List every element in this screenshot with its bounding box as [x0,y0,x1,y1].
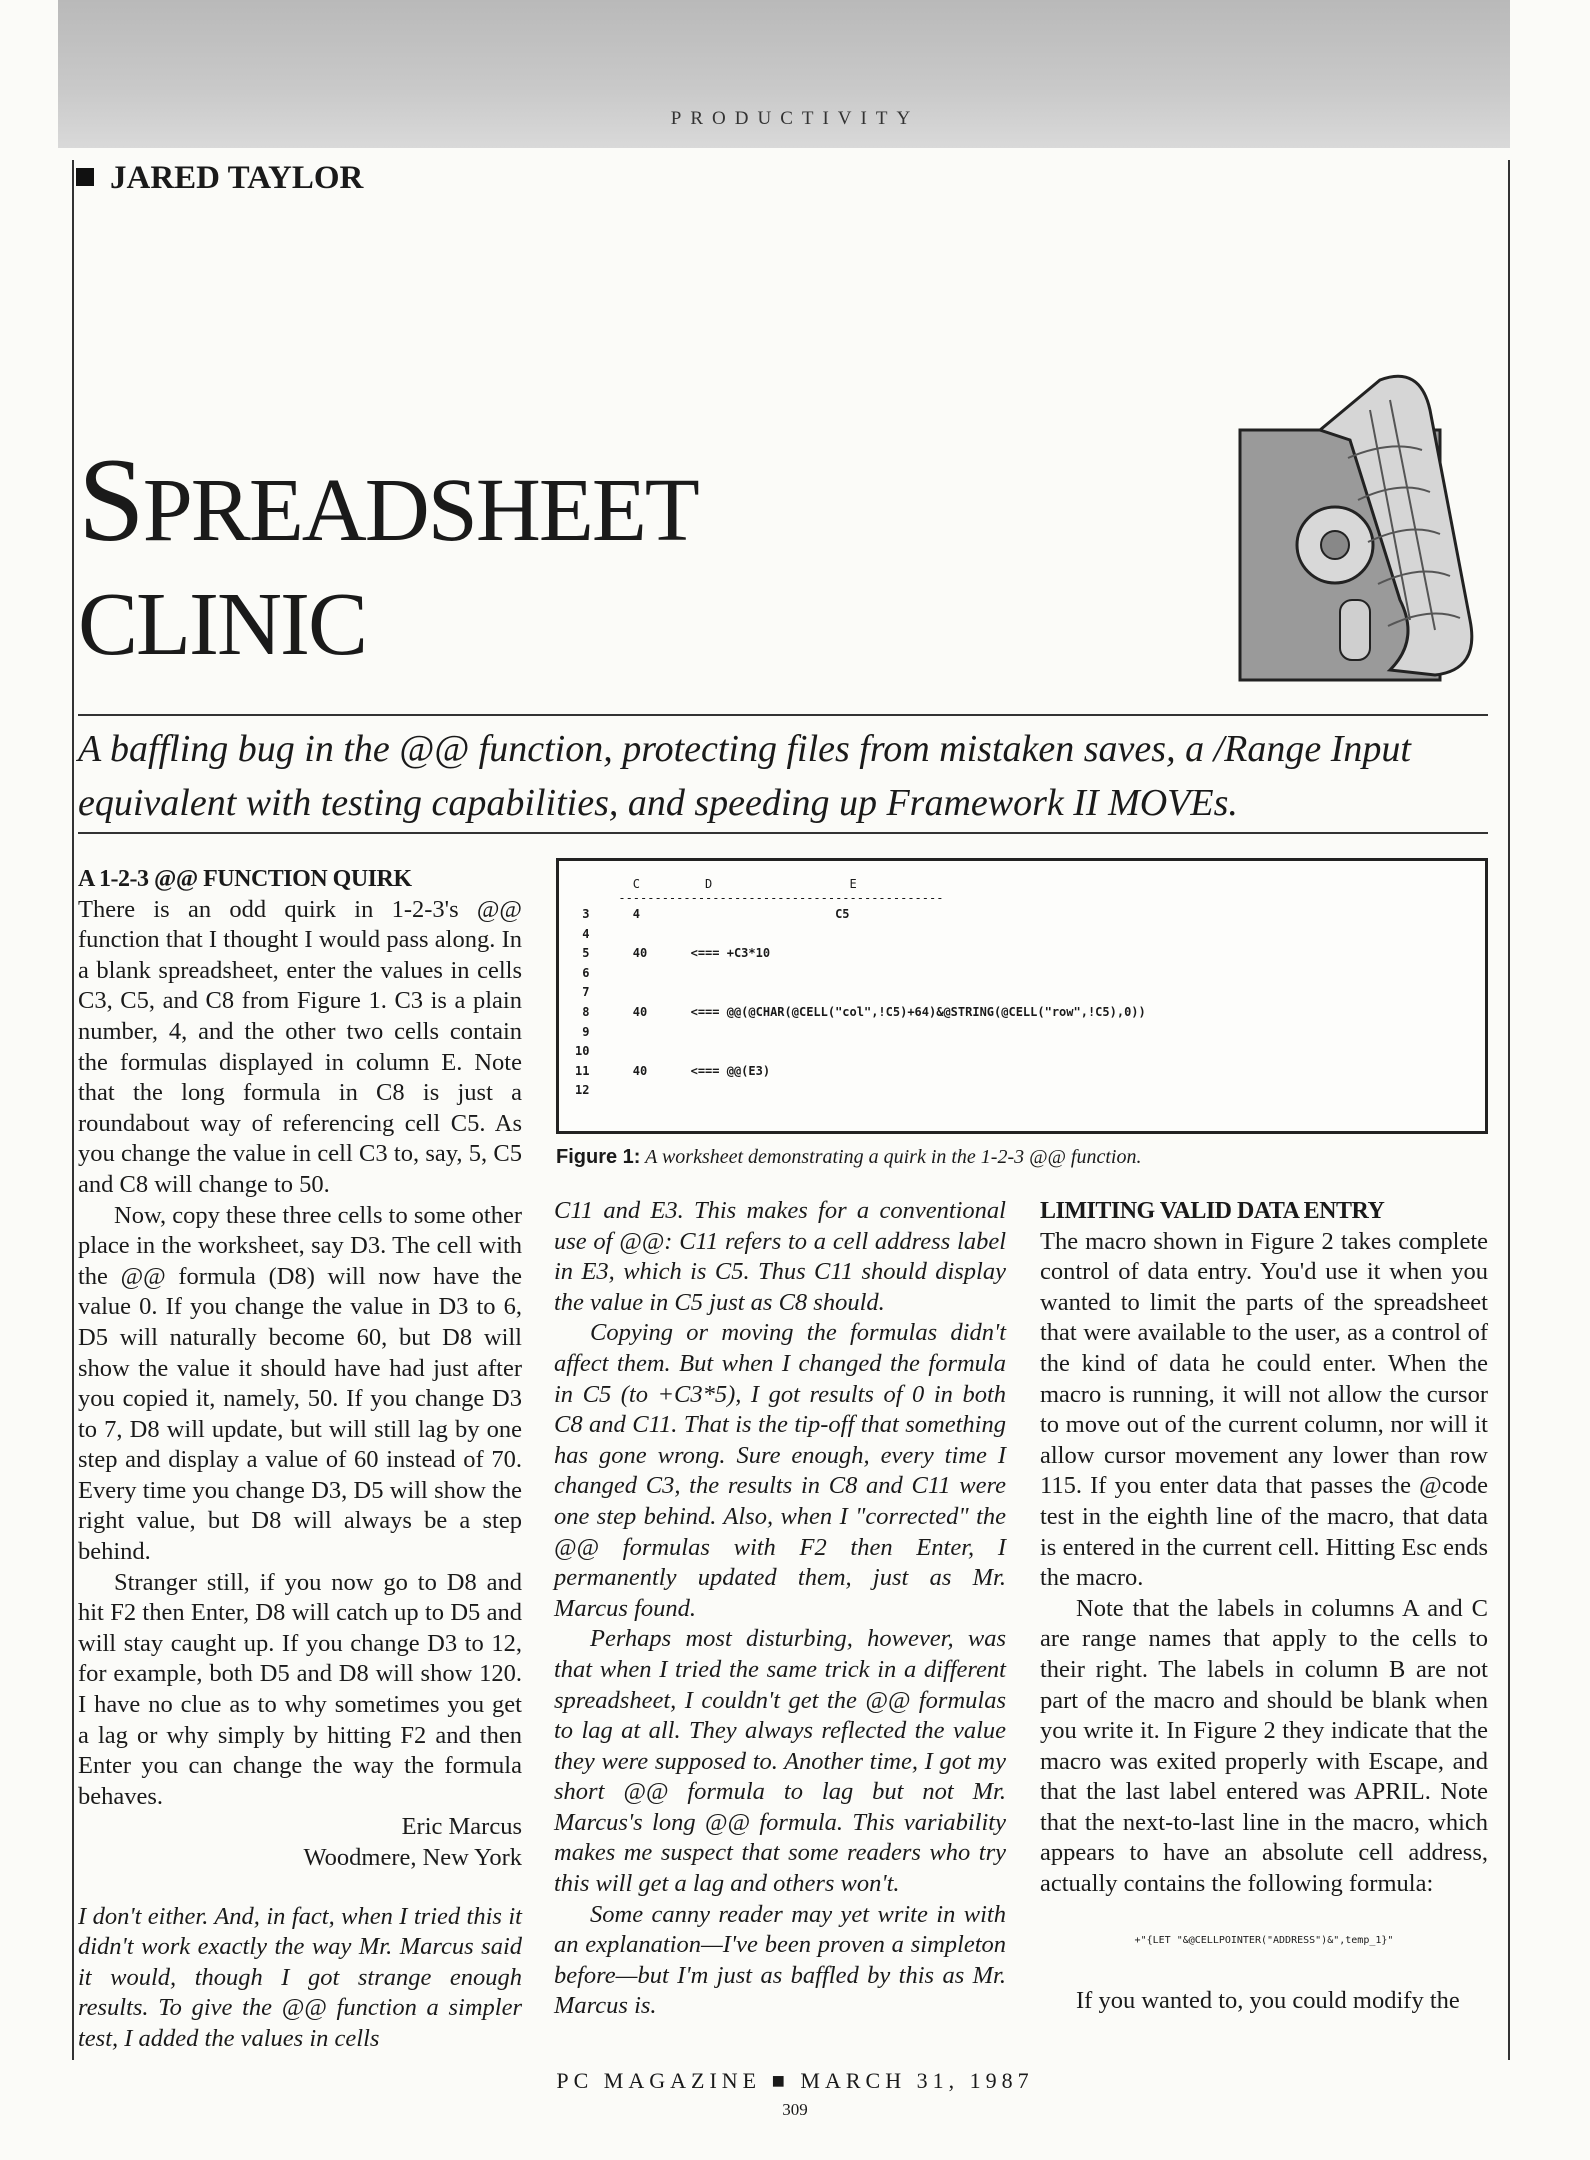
deck-top-rule [78,714,1488,716]
article-deck: A baffling bug in the @@ function, protecting files from mistaken saves, a /Range Input equivalent with testing capabilities, and speeding up Framework II MOVEs. [78,728,1411,824]
column-3 [1040,1196,1488,2017]
right-border-rule [1508,160,1510,2060]
paragraph: The macro shown in Figure 2 takes complete control of data entry. You'd use it when you wanted to limit the parts of the spreadsheet that were available to the user, as a control of the kind of data he could enter. When the macro is running, it will not allow the cursor to move out of the current column, nor will it allow cursor movement any lower than row 115. If you enter data that passes the @code test in the eighth line of the macro, that data is entered in the current cell. Hitting Esc ends the macro. [1040,1227,1488,1592]
figure-row: 3 4 C5 [575,907,850,921]
figure-row: 11 40 <=== @@(E3) [575,1063,771,1078]
letter-signature-name: Eric Marcus [401,1813,522,1841]
figure-row: 6 [575,965,590,980]
figure-column-header: C D E [575,877,857,891]
title-line-1 [78,433,698,571]
figure-1-worksheet [556,858,1488,1134]
paragraph: Stranger still, if you now go to D8 and hit F2 then Enter, D8 will catch up to D5 and will stay caught up. If you change D3 to 12, for example, both D5 and D8 will show 120. I have no clue as to why sometimes you get a lag or why simply by hitting F2 and then Enter you can change the way the formula behaves. [78,1568,522,1810]
figure-row: 4 [575,926,590,941]
figure-row: 5 40 <=== +C3*10 [575,946,771,961]
paragraph: Now, copy these three cells to some other place in the worksheet, say D3. The cell with the @@ formula (D8) will now have the value 0. If you change the value in D3 to 6, D5 will naturally become 60, but D8 will show the value it should have had just after you copied it, namely, 50. If you change D3 to 7, D8 will update, but will still lag by one step and display a value of 60 instead of 70. Every time you change D3, D5 will show the right value, but D8 will always be a step behind. [78,1201,522,1566]
paragraph: Perhaps most disturbing, however, was that when I tried the same trick in a different spreadsheet, I couldn't get the @@ formulas to lag at all. They always reflected the value they were supposed to. Another time, I got my short @@ formula to lag but not Mr. Marcus's long @@ formula. This variability makes me suspect that some readers who try this will get a lag and others won't. [554,1625,1006,1898]
figure-row: 12 [575,1083,590,1098]
title-line-2: CLINIC [78,575,366,674]
figure-dashes: --------------------------------------------- [575,891,944,905]
paragraph: C11 and E3. This makes for a conventional use of @@: C11 refers to a cell address label in E3, which is C5. Thus C11 should display the value in C5 just as C8 should. [554,1197,1006,1316]
figure-row: 10 [575,1044,590,1059]
author-byline [76,160,363,197]
title-rest: PREADSHEET [142,461,698,560]
figure-1-caption [556,1146,1141,1169]
letter-signature-place: Woodmere, New York [303,1844,522,1871]
paragraph: There is an odd quirk in 1-2-3's @@ function that I thought I would pass along. In a blank spreadsheet, enter the values in cells C3, C5, and C8 from Figure 1. C3 is a plain number, 4, and the other two cells contain the formulas displayed in column E. Note that the long formula in C8 is just a roundabout way of referencing cell C5. As you change the value in cell C3 to, say, 5, C5 and C8 will change to 50. [78,895,522,1198]
section-heading-valid-data-entry: LIMITING VALID DATA ENTRY [1040,1198,1385,1224]
paragraph: Copying or moving the formulas didn't affect them. But when I changed the formula in C5 (to +C3*5), I got results of 0 in both C8 and C11. That is the tip-off that something has gone wrong. Sure enough, every time I changed C3, the results in C8 and C11 were one step behind. Also, when I "corrected" the @@ formulas with F2 then Enter, I permanently updated them, just as Mr. Marcus found. [554,1319,1006,1622]
paragraph: Note that the labels in columns A and C are range names that apply to the cells to their right. The labels in column B are not part of the macro and should be blank when you write it. In Figure 2 they indicate that the macro was exited properly with Escape, and that the last label entered was APRIL. Note that the next-to-last line in the macro, which appears to have an absolute cell address, actually contains the following formula: [1040,1594,1488,1898]
square-bullet-icon [76,168,94,186]
author-name: JARED TAYLOR [110,160,364,196]
caption-text: A worksheet demonstrating a quirk in the 1-2-3 @@ function. [645,1146,1142,1168]
caption-label: Figure 1: [556,1146,641,1168]
section-heading-function-quirk: A 1-2-3 @@ FUNCTION QUIRK [78,866,412,892]
figure-row: 8 40 <=== @@(@CHAR(@CELL("col",!C5)+64)&@STRING(@CELL("row",!C5),0)) [575,1004,1146,1019]
reply-paragraph: I don't either. And, in fact, when I tried this it didn't work exactly the way Mr. Marcus said it would, though I got strange enough results. To give the @@ function a simpler test, I added the values in cells [78,1902,522,2052]
paragraph: If you wanted to, you could modify the [1076,1987,1460,2015]
title-initial: S [78,433,143,566]
page-number: 309 [782,2100,808,2119]
left-border-rule [72,160,74,2060]
column-2 [554,1196,1006,2022]
floppy-disk-bandage-icon [1230,370,1480,690]
footer-publication-line: PC MAGAZINE ■ MARCH 31, 1987 [556,2068,1034,2093]
paragraph: Some canny reader may yet write in with an explanation—I've been proven a simpleton before—but I'm just as baffled by this as Mr. Marcus is. [554,1900,1006,2020]
figure-row: 7 [575,985,590,1000]
section-label: PRODUCTIVITY [670,108,920,129]
column-1 [78,864,522,2055]
macro-formula: +"{LET "&@CELLPOINTER("ADDRESS")&",temp_1}" [1134,1934,1394,1946]
deck-bottom-rule [78,832,1488,834]
figure-row: 9 [575,1024,590,1039]
